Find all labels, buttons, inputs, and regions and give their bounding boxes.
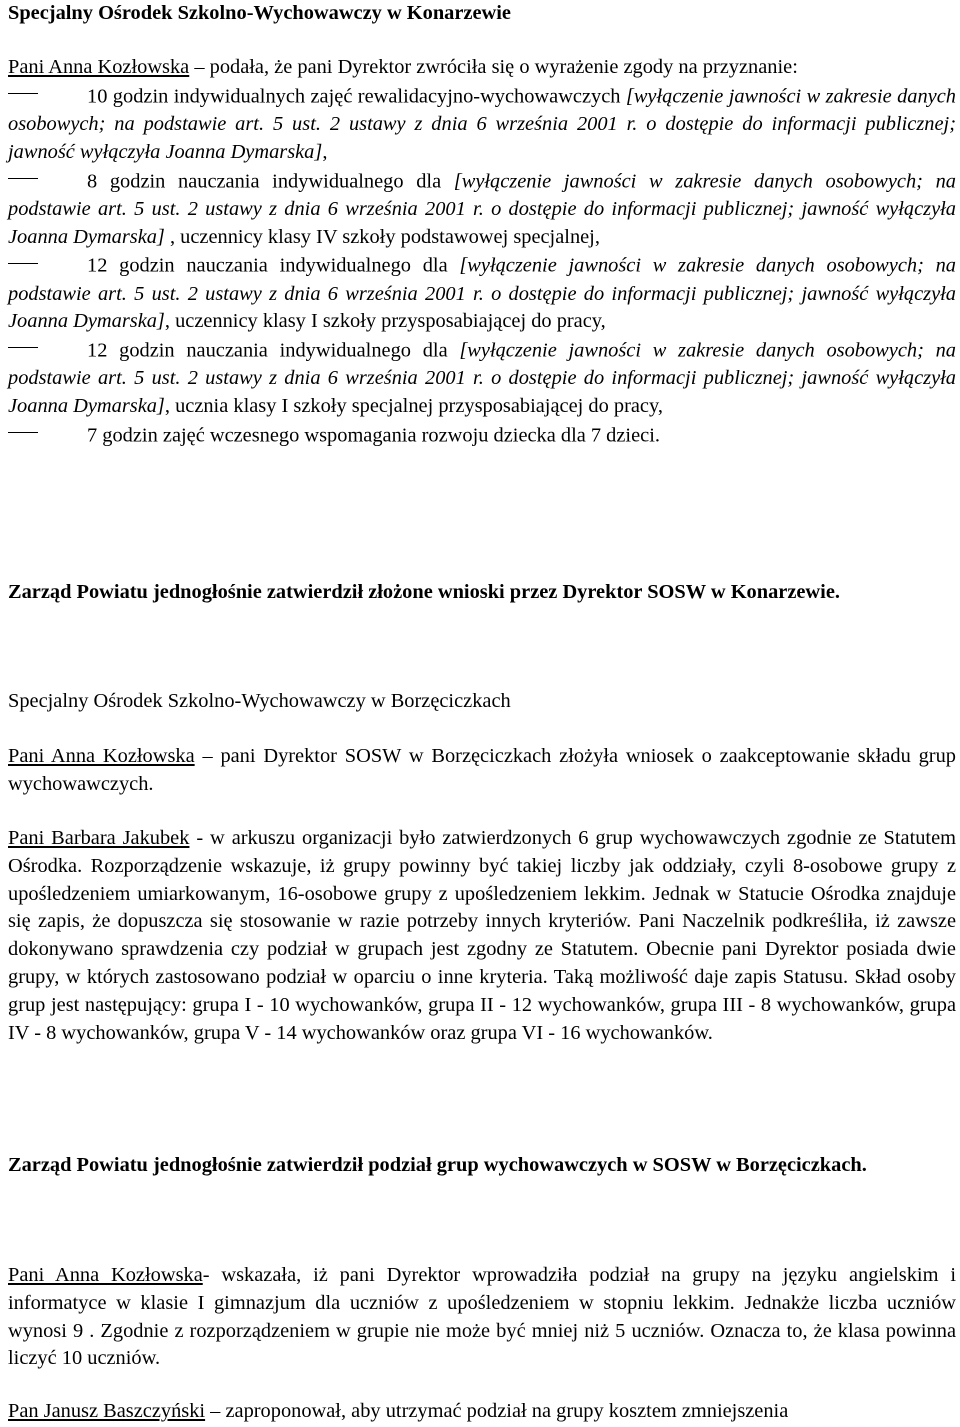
dash-bullet bbox=[8, 167, 87, 187]
dash-bullet bbox=[8, 336, 87, 356]
intro-text: – podała, że pani Dyrektor zwróciła się o wyrażenie zgody na przyznanie: bbox=[189, 56, 798, 78]
resolution-borzeciczki: Zarząd Powiatu jednogłośnie zatwierdził podział grup wychowawczych w SOSW w Borzęciczkach. bbox=[8, 1154, 867, 1176]
speaker-name: Pan Janusz Baszczyński bbox=[8, 1400, 206, 1422]
speaker-name: Pani Anna Kozłowska bbox=[8, 56, 190, 78]
redaction-note: [wyłączenie jawności w zakresie danych osobowych; na podstawie art. 5 ust. 2 ustawy z dnia 6 września 2001 r. o dostępie do informacji publicznej; jawność wyłączyła Joanna Dymarska] bbox=[8, 254, 956, 333]
section-title-konarzewo: Specjalny Ośrodek Szkolno-Wychowawczy w Konarzewie bbox=[8, 2, 511, 24]
dash-bullet bbox=[8, 82, 87, 102]
speaker-name: Pani Anna Kozłowska bbox=[8, 1264, 203, 1286]
redaction-note: [wyłączenie jawności w zakresie danych osobowych; na podstawie art. 5 ust. 2 ustawy z dnia 6 września 2001 r. o dostępie do informacji publicznej; jawność wyłączyła Joanna Dymarska] bbox=[8, 85, 956, 163]
dash-bullet bbox=[8, 251, 87, 271]
paragraph-kozlowska-2: Pani Anna Kozłowska- wskazała, iż pani Dyrektor wprowadziła podział na grupy na języku angielskim i informatyce w klasie I gimnazjum dla uczniów z upośledzeniem w stopniu lekkim. Jednakże liczba uczniów wynosi 9 . Zgodnie z rozporządzeniem w grupie nie może być mniej niż 5 uczniów. Oznacza to, że klasa powinna liczyć 10 uczniów. bbox=[8, 1264, 956, 1370]
list-item: 10 godzin indywidualnych zajęć rewalidacyjno-wychowawczych [wyłączenie jawności w zakresie danych osobowych; na podstawie art. 5 ust. 2 ustawy z dnia 6 września 2001 r. o dostępie do informacji publicznej; jawność wyłączyła Joanna Dymarska], bbox=[8, 82, 956, 167]
paragraph-kozlowska-1: Pani Anna Kozłowska – pani Dyrektor SOSW w Borzęciczkach złożyła wniosek o zaakceptowanie składu grup wychowawczych. bbox=[8, 745, 956, 795]
section-title-borzeciczki: Specjalny Ośrodek Szkolno-Wychowawczy w Borzęciczkach bbox=[8, 690, 511, 712]
list-item: 12 godzin nauczania indywidualnego dla [wyłączenie jawności w zakresie danych osobowych; na podstawie art. 5 ust. 2 ustawy z dnia 6 września 2001 r. o dostępie do informacji publicznej; jawność wyłączyła Joanna Dymarska], ucznia klasy I szkoły specjalnej przysposabiającej do pracy, bbox=[8, 336, 956, 421]
redaction-note: [wyłączenie jawności w zakresie danych osobowych; na podstawie art. 5 ust. 2 ustawy z dnia 6 września 2001 r. o dostępie do informacji publicznej; jawność wyłączyła Joanna Dymarska] bbox=[8, 339, 956, 418]
request-list bbox=[8, 82, 956, 450]
konarzewo-request bbox=[8, 54, 956, 450]
speaker-name: Pani Barbara Jakubek bbox=[8, 827, 190, 849]
resolution-konarzewo: Zarząd Powiatu jednogłośnie zatwierdził złożone wnioski przez Dyrektor SOSW w Konarzewie. bbox=[8, 581, 840, 603]
speaker-name: Pani Anna Kozłowska bbox=[8, 745, 195, 767]
paragraph-baszczynski: Pan Janusz Baszczyński – zaproponował, aby utrzymać podział na grupy kosztem zmniejszenia bbox=[8, 1400, 789, 1422]
list-item: 12 godzin nauczania indywidualnego dla [wyłączenie jawności w zakresie danych osobowych; na podstawie art. 5 ust. 2 ustawy z dnia 6 września 2001 r. o dostępie do informacji publicznej; jawność wyłączyła Joanna Dymarska], uczennicy klasy I szkoły przysposabiającej do pracy, bbox=[8, 251, 956, 336]
list-item: 8 godzin nauczania indywidualnego dla [wyłączenie jawności w zakresie danych osobowych; na podstawie art. 5 ust. 2 ustawy z dnia 6 września 2001 r. o dostępie do informacji publicznej; jawność wyłączyła Joanna Dymarska] , uczennicy klasy IV szkoły podstawowej specjalnej, bbox=[8, 167, 956, 252]
dash-bullet bbox=[8, 421, 87, 441]
intro-paragraph bbox=[8, 54, 956, 82]
redaction-note: [wyłączenie jawności w zakresie danych osobowych; na podstawie art. 5 ust. 2 ustawy z dnia 6 września 2001 r. o dostępie do informacji publicznej; jawność wyłączyła Joanna Dymarska] bbox=[8, 169, 956, 248]
list-item: 7 godzin zajęć wczesnego wspomagania rozwoju dziecka dla 7 dzieci. bbox=[8, 421, 956, 450]
paragraph-jakubek: Pani Barbara Jakubek - w arkuszu organizacji było zatwierdzonych 6 grup wychowawczych zgodnie ze Statutem Ośrodka. Rozporządzenie wskazuje, iż grupy powinny być takiej liczby jak oddziały, czyli 8-osobowe grupy z upośledzeniem umiarkowanym, 16-osobowe grupy z upośledzeniem lekkim. Jednak w Statucie Ośrodka znajduje się zapis, że dopuszcza się stosowanie w razie potrzeby innych kryteriów. Pani Naczelnik podkreśliła, iż zawsze dokonywano sprawdzenia czy podział w grupach jest zgodny ze Statutem. Obecnie pani Dyrektor posiada dwie grupy, w których zastosowano podział w oparciu o inne kryteria. Taką możliwość daje zapis Statusu. Skład osoby grup jest następujący: grupa I - 10 wychowanków, grupa II - 12 wychowanków, grupa III - 8 wychowanków, grupa IV - 8 wychowanków, grupa V - 14 wychowanków oraz grupa VI - 16 wychowanków. bbox=[8, 827, 957, 1044]
